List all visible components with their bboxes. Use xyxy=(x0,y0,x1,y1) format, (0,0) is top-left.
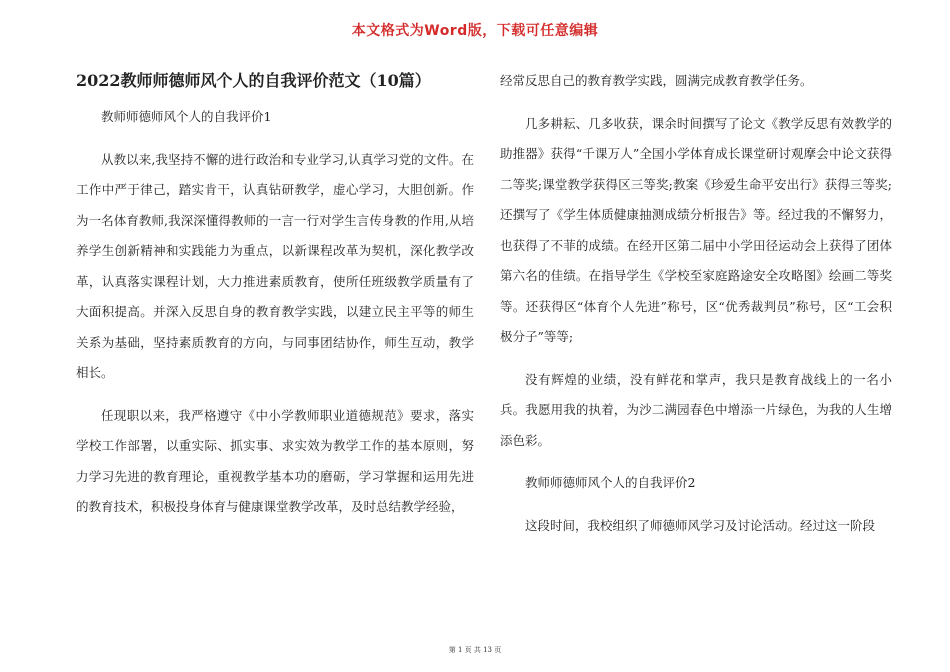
right-column xyxy=(500,66,892,553)
paragraph-continued: 经常反思自己的教育教学实践，圆满完成教育教学任务。 xyxy=(500,73,813,88)
paragraph: 这段时间，我校组织了师德师风学习及讨论活动。经过这一阶段 xyxy=(525,517,876,533)
document-banner: 本文格式为Word版，下载可任意编辑 xyxy=(351,23,599,39)
paragraph: 从教以来,我坚持不懈的进行政治和专业学习,认真学习党的文件。在工作中严于律己，踏实肯干，认真钻研教学，虚心学习，大胆创新。作为一名体育教师,我深深懂得教师的一言一行对学生言传身教的作用,从培养学生创新精神和实践能力为重点，以新课程改革为契机，深化教学改革，认真落实课程计划，大力推进素质教育，使所任班级教学质量有了大面积提高。并深入反思自身的教育教学实践，以建立民主平等的师生关系为基础，坚持素质教育的方向，与同事团结协作，师生互动，教学相长。 xyxy=(76,151,474,380)
section-heading-2: 教师师德师风个人的自我评价2 xyxy=(525,475,696,490)
section-heading-1: 教师师德师风个人的自我评价1 xyxy=(101,109,272,124)
paragraph: 几多耕耘、几多收获，课余时间撰写了论文《教学反思有效教学的助推器》获得“千课万人”全国小学体育成长课堂研讨观摩会中论文获得二等奖;课堂教学获得区三等奖;教案《珍爱生命平安出行》获得三等奖;还撰写了《学生体质健康抽测成绩分析报告》等。经过我的不懈努力，也获得了不菲的成绩。在经开区第二届中小学田径运动会上获得了团体第六名的佳绩。在指导学生《学校至家庭路途安全攻略图》绘画二等奖等。还获得区“体育个人先进”称号，区“优秀裁判员”称号，区“工会积极分子”等等; xyxy=(500,115,892,344)
left-column xyxy=(76,66,474,535)
paragraph: 没有辉煌的业绩，没有鲜花和掌声，我只是教育战线上的一名小兵。我愿用我的执着，为沙二满园春色中增添一片绿色，为我的人生增添色彩。 xyxy=(500,371,892,448)
document-title: 2022教师师德师风个人的自我评价范文（10篇） xyxy=(76,71,431,90)
page-footer: 第 1 页 共 13 页 xyxy=(448,646,502,654)
paragraph: 任现职以来，我严格遵守《中小学教师职业道德规范》要求，落实学校工作部署，以重实际、抓实事、求实效为教学工作的基本原则，努力学习先进的教育理论，重视教学基本功的磨砺，学习掌握和运用先进的教育技术，积极投身体育与健康课堂教学改革，及时总结教学经验， xyxy=(76,407,474,514)
